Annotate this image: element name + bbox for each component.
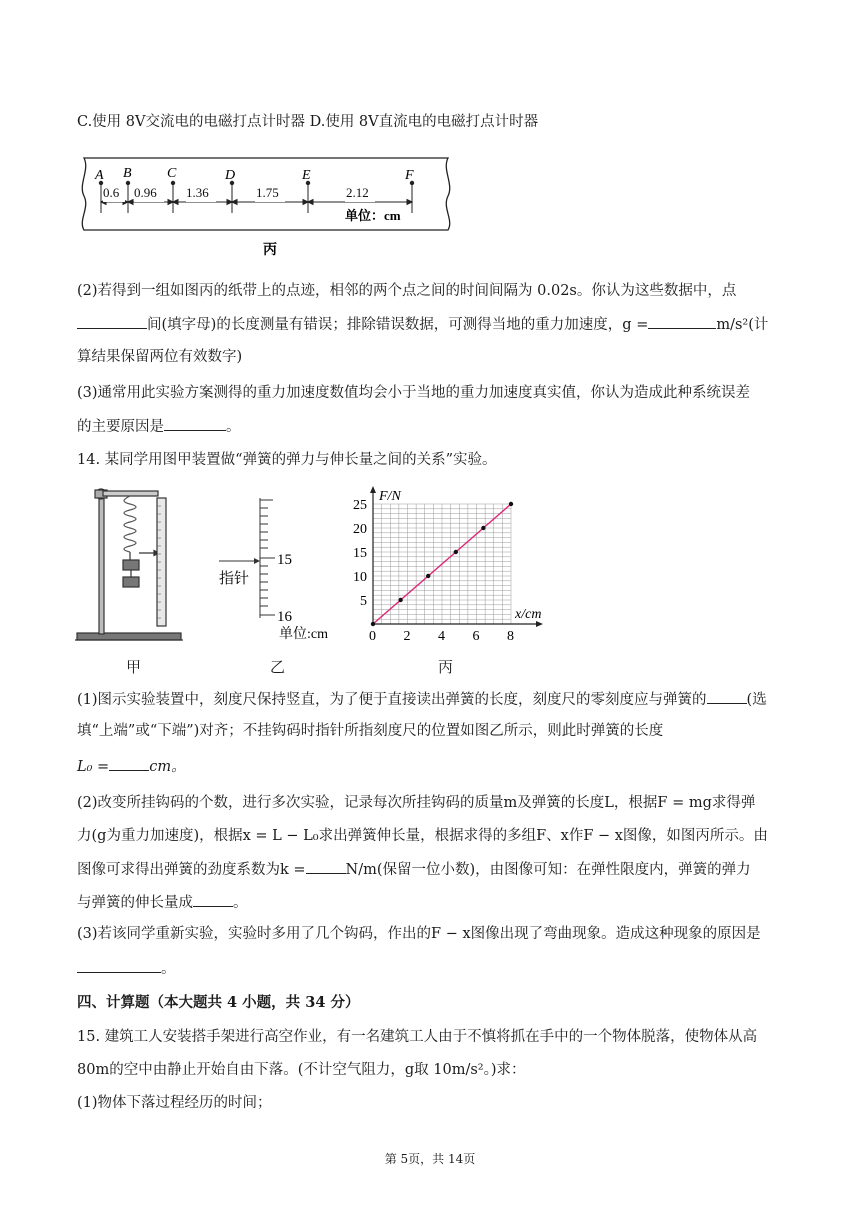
answer-blank[interactable]: [306, 859, 346, 874]
answer-blank[interactable]: [109, 756, 149, 771]
q14-p3-line1: (3)若该同学重新实验，实验时多用了几个钩码，作出的F − x图像出现了弯曲现象。造成这种现象的原因是: [77, 926, 761, 942]
q14-p2-line3-a: 图像可求得出弹簧的劲度系数为k =: [77, 862, 306, 878]
tape-value-ef: 2.12: [346, 185, 369, 200]
tape-label-B: B: [123, 166, 132, 181]
page-footer: 第 5页，共 14页: [384, 1152, 476, 1166]
q14-p2-line4-a: 与弹簧的伸长量成: [77, 895, 193, 911]
data-point: [481, 526, 485, 530]
stand-arm: [103, 491, 158, 496]
fig-caption-jia: 甲: [126, 658, 142, 676]
fig-caption-yi: 乙: [270, 658, 286, 676]
answer-blank[interactable]: [77, 314, 147, 329]
q13-p3-line2: [77, 416, 241, 437]
x-tick-label: 6: [472, 629, 480, 644]
spring: [124, 496, 136, 552]
tape-label-F: F: [405, 168, 414, 183]
q14-title: 14. 某同学用图甲装置做“弹簧的弹力与伸长量之间的关系”实验。: [77, 452, 497, 468]
q13-p2-line2-b: m/s²(计: [716, 317, 769, 333]
tape-value-ab: 0.6: [103, 185, 120, 200]
q14-p2-line4-b: 。: [233, 895, 248, 911]
answer-blank[interactable]: [193, 892, 233, 907]
q14-p1-line3: [77, 756, 186, 777]
q14-p2-line3-b: N/m(保留一位小数)，由图像可知：在弹性限度内，弹簧的弹力: [345, 862, 751, 878]
tape-caption: 丙: [263, 243, 277, 258]
force-extension-chart: [345, 478, 560, 648]
tape-value-bc: 0.96: [134, 185, 157, 200]
ruler-reading-figure: [213, 490, 343, 650]
tape-label-E: E: [302, 168, 311, 183]
data-point: [398, 598, 402, 602]
q13-p3-line1: (3)通常用此实验方案测得的重力加速度数值均会小于当地的重力加速度真实值，你认为造成此种系统误差: [77, 385, 751, 401]
q13-p2-line3: 算结果保留两位有效数字): [77, 349, 243, 365]
tape-label-A: A: [95, 168, 104, 183]
pointer-label: 指针: [219, 571, 250, 587]
ruler-unit: 单位:cm: [279, 627, 328, 642]
q15-line2: 80m的空中由静止开始自由下落。(不计空气阻力，g取 10m/s²。)求：: [77, 1062, 526, 1078]
q14-p1-line3-a: L₀ =: [77, 759, 110, 775]
q13-p3-line2-a: 的主要原因是: [77, 419, 164, 435]
q14-p2-line1: (2)改变所挂钩码的个数，进行多次实验，记录每次所挂钩码的质量m及弹簧的长度L，根据F = mg求得弹: [77, 795, 756, 811]
q13-p2-line2-a: 间(填字母)的长度测量有错误；排除错误数据，可测得当地的重力加速度，g =: [147, 317, 649, 333]
q14-p1-line3-b: cm。: [149, 759, 186, 775]
x-tick-label: 2: [403, 629, 411, 644]
q14-p1-line1-b: (选: [746, 692, 767, 708]
ruler-tick-15: 15: [277, 552, 292, 568]
x-axis-title: x/cm: [515, 607, 542, 622]
q13-p2-line2: [77, 314, 768, 335]
data-point: [371, 622, 375, 626]
section-heading: 四、计算题（本大题共 4 小题，共 34 分）: [77, 994, 360, 1011]
answer-blank[interactable]: [164, 416, 226, 431]
y-tick-label: 10: [353, 570, 367, 585]
tape-label-C: C: [167, 166, 177, 181]
q14-p1-line1-a: (1)图示实验装置中，刻度尺保持竖直，为了便于直接读出弹簧的长度，刻度尺的零刻度应与弹簧的: [77, 692, 707, 708]
x-tick-label: 4: [438, 629, 445, 644]
x-tick-label: 8: [507, 629, 514, 644]
y-tick-label: 15: [353, 546, 367, 561]
y-tick-label: 5: [360, 594, 367, 609]
q14-p1-line1: [77, 689, 767, 710]
y-tick-label: 25: [353, 498, 367, 513]
hook-weight-1: [123, 560, 139, 570]
tape-label-D: D: [225, 168, 236, 183]
stand-base: [77, 633, 181, 640]
data-point: [426, 574, 430, 578]
data-point: [454, 550, 458, 554]
q14-p2-line2: 力(g为重力加速度)，根据x = L − L₀求出弹簧伸长量，根据求得的多组F、x作F − x图像，如图丙所示。由: [77, 828, 768, 844]
q13-p3-line2-b: 。: [226, 419, 241, 435]
tape-unit: 单位：cm: [345, 208, 401, 223]
q14-p3-line2: [77, 958, 176, 979]
q13-options-cd: C.使用 8V交流电的电磁打点计时器 D.使用 8V直流电的电磁打点计时器: [77, 114, 539, 130]
y-axis-arrow: [370, 486, 376, 493]
q14-p2-line4: [77, 892, 248, 913]
answer-blank[interactable]: [648, 314, 716, 329]
q14-p3-line2-b: 。: [161, 961, 176, 977]
q15-line3: (1)物体下落过程经历的时间；: [77, 1095, 272, 1111]
data-point: [509, 502, 513, 506]
answer-blank[interactable]: [707, 689, 747, 704]
y-axis-title: F/N: [379, 489, 401, 504]
q15-line1: 15. 建筑工人安装搭手架进行高空作业，有一名建筑工人由于不慎将抓在手中的一个物体脱落，使物体从高: [77, 1029, 758, 1045]
answer-blank[interactable]: [77, 958, 161, 973]
stand-rod: [99, 494, 104, 634]
y-tick-label: 20: [353, 522, 367, 537]
hook-weight-2: [123, 577, 139, 587]
tape-value-de: 1.75: [256, 185, 279, 200]
q13-p2-line1: (2)若得到一组如图丙的纸带上的点迹，相邻的两个点之间的时间间隔为 0.02s。你认为这些数据中，点: [77, 283, 737, 299]
fig-caption-bing: 丙: [438, 658, 454, 676]
ruler-tick-16: 16: [277, 609, 292, 625]
paper-tape-figure: [70, 150, 460, 262]
tape-points: [94, 166, 414, 185]
tape-value-cd: 1.36: [186, 185, 209, 200]
q14-p1-line2: 填“上端”或“下端”)对齐；不挂钩码时指针所指刻度尺的位置如图乙所示，则此时弹簧的长度: [77, 723, 664, 739]
q14-p2-line3: [77, 859, 751, 880]
spring-apparatus-figure: [75, 480, 195, 680]
x-tick-label: 0: [369, 629, 376, 644]
